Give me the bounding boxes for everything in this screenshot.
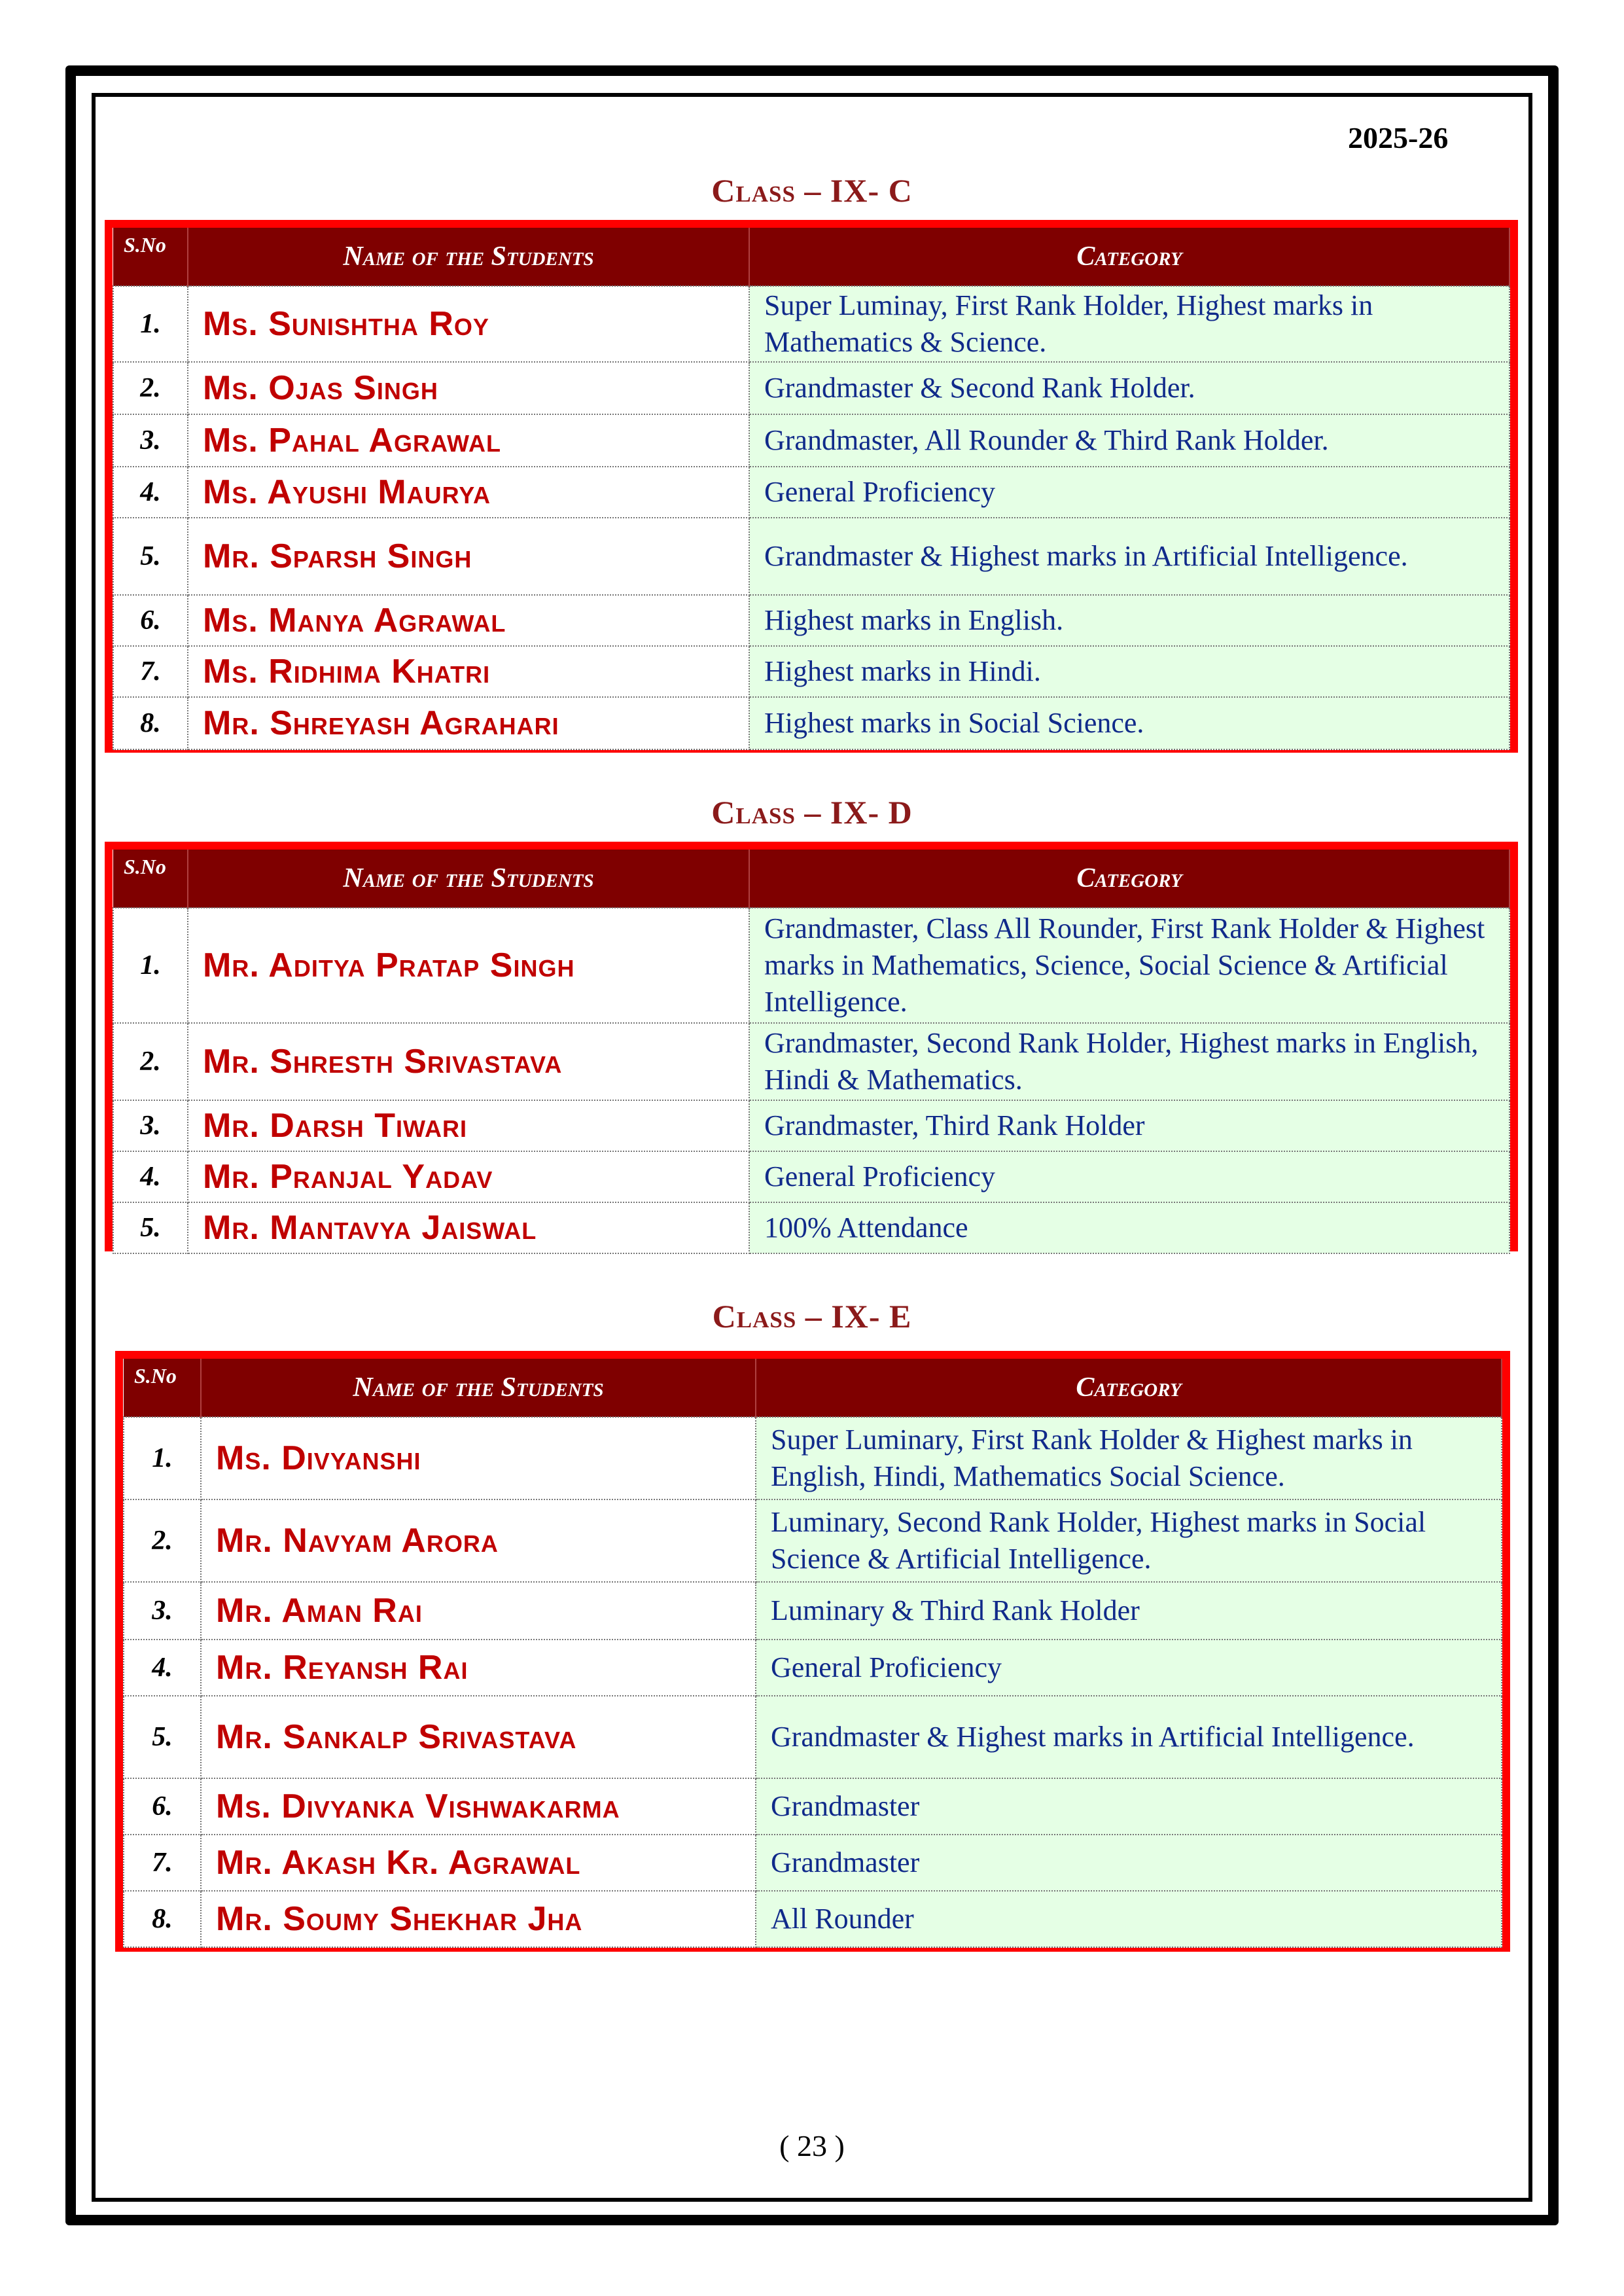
student-category: 100% Attendance xyxy=(749,1202,1509,1253)
header-name: Name of the Students xyxy=(188,228,749,286)
table-body xyxy=(124,1417,1502,1947)
table-ix-d xyxy=(105,842,1518,1251)
row-number: 5. xyxy=(113,1202,188,1253)
student-name: Ms. Manya Agrawal xyxy=(188,595,749,646)
student-category: Super Luminay, First Rank Holder, Highest marks in Mathematics & Science. xyxy=(749,286,1509,362)
student-name: Mr. Pranjal Yadav xyxy=(188,1151,749,1202)
row-number: 2. xyxy=(113,1023,188,1100)
row-number: 7. xyxy=(124,1835,201,1891)
table-row xyxy=(113,1151,1509,1202)
student-name: Ms. Ayushi Maurya xyxy=(188,467,749,518)
header-category: Category xyxy=(749,228,1509,286)
table-row xyxy=(113,595,1509,646)
student-category: Highest marks in English. xyxy=(749,595,1509,646)
student-category: Grandmaster, Class All Rounder, First Rank Holder & Highest marks in Mathematics, Science, Social Science & Artificial Intelligence. xyxy=(749,908,1509,1023)
student-category: Highest marks in Social Science. xyxy=(749,697,1509,749)
row-number: 3. xyxy=(124,1582,201,1640)
table-row xyxy=(113,362,1509,414)
student-name: Mr. Reyansh Rai xyxy=(201,1640,756,1696)
header-sno: S.No xyxy=(113,850,188,908)
student-name: Mr. Shreyash Agrahari xyxy=(188,697,749,749)
row-number: 8. xyxy=(124,1891,201,1947)
table-row xyxy=(124,1696,1502,1778)
table-header-row xyxy=(113,850,1509,908)
student-name: Ms. Divyanshi xyxy=(201,1417,756,1499)
student-name: Ms. Sunishtha Roy xyxy=(188,286,749,362)
row-number: 4. xyxy=(113,1151,188,1202)
student-name: Mr. Navyam Arora xyxy=(201,1499,756,1582)
class-title-ix-e: Class – IX- E xyxy=(712,1298,912,1335)
student-category: General Proficiency xyxy=(749,467,1509,518)
student-name: Mr. Shresth Srivastava xyxy=(188,1023,749,1100)
table-row xyxy=(113,1100,1509,1151)
row-number: 5. xyxy=(113,518,188,595)
table-row xyxy=(124,1582,1502,1640)
row-number: 1. xyxy=(113,908,188,1023)
row-number: 1. xyxy=(124,1417,201,1499)
class-title-ix-d: Class – IX- D xyxy=(711,794,913,831)
student-category: Grandmaster, Second Rank Holder, Highest marks in English, Hindi & Mathematics. xyxy=(749,1023,1509,1100)
table-header-row xyxy=(113,228,1509,286)
student-category: Grandmaster, All Rounder & Third Rank Holder. xyxy=(749,414,1509,467)
table-row xyxy=(124,1499,1502,1582)
header-sno: S.No xyxy=(124,1359,201,1417)
table-ix-e xyxy=(115,1351,1510,1952)
student-category: Grandmaster xyxy=(756,1835,1502,1891)
header-sno: S.No xyxy=(113,228,188,286)
table-row xyxy=(113,1202,1509,1253)
row-number: 8. xyxy=(113,697,188,749)
table-row xyxy=(113,908,1509,1023)
header-category: Category xyxy=(756,1359,1502,1417)
row-number: 3. xyxy=(113,414,188,467)
table-row xyxy=(124,1891,1502,1947)
student-name: Ms. Ridhima Khatri xyxy=(188,646,749,697)
student-name: Ms. Pahal Agrawal xyxy=(188,414,749,467)
table-row xyxy=(113,1023,1509,1100)
table-row xyxy=(124,1640,1502,1696)
table-row xyxy=(113,646,1509,697)
table-row xyxy=(124,1417,1502,1499)
student-category: Highest marks in Hindi. xyxy=(749,646,1509,697)
table-row xyxy=(113,414,1509,467)
row-number: 2. xyxy=(113,362,188,414)
row-number: 7. xyxy=(113,646,188,697)
row-number: 1. xyxy=(113,286,188,362)
row-number: 6. xyxy=(113,595,188,646)
table-row xyxy=(113,467,1509,518)
student-category: Luminary & Third Rank Holder xyxy=(756,1582,1502,1640)
row-number: 5. xyxy=(124,1696,201,1778)
header-name: Name of the Students xyxy=(201,1359,756,1417)
student-name: Mr. Akash Kr. Agrawal xyxy=(201,1835,756,1891)
student-category: Grandmaster & Second Rank Holder. xyxy=(749,362,1509,414)
student-name: Mr. Sankalp Srivastava xyxy=(201,1696,756,1778)
academic-year: 2025-26 xyxy=(1348,121,1449,154)
table-row xyxy=(113,697,1509,749)
table-body xyxy=(113,286,1509,749)
student-category: General Proficiency xyxy=(756,1640,1502,1696)
student-category: Grandmaster & Highest marks in Artificial Intelligence. xyxy=(749,518,1509,595)
student-category: Grandmaster & Highest marks in Artificial Intelligence. xyxy=(756,1696,1502,1778)
table-row xyxy=(124,1778,1502,1835)
header-category: Category xyxy=(749,850,1509,908)
row-number: 3. xyxy=(113,1100,188,1151)
student-name: Ms. Divyanka Vishwakarma xyxy=(201,1778,756,1835)
student-name: Mr. Soumy Shekhar Jha xyxy=(201,1891,756,1947)
page-number: ( 23 ) xyxy=(779,2129,845,2162)
table-ix-c xyxy=(105,220,1518,753)
class-title-ix-c: Class – IX- C xyxy=(711,172,913,209)
table-row xyxy=(124,1835,1502,1891)
row-number: 4. xyxy=(113,467,188,518)
student-category: Super Luminary, First Rank Holder & Highest marks in English, Hindi, Mathematics Social Science. xyxy=(756,1417,1502,1499)
student-name: Mr. Aditya Pratap Singh xyxy=(188,908,749,1023)
student-name: Mr. Darsh Tiwari xyxy=(188,1100,749,1151)
header-name: Name of the Students xyxy=(188,850,749,908)
student-name: Mr. Sparsh Singh xyxy=(188,518,749,595)
student-category: Grandmaster xyxy=(756,1778,1502,1835)
student-name: Mr. Aman Rai xyxy=(201,1582,756,1640)
student-category: Grandmaster, Third Rank Holder xyxy=(749,1100,1509,1151)
student-category: Luminary, Second Rank Holder, Highest marks in Social Science & Artificial Intelligence. xyxy=(756,1499,1502,1582)
table-row xyxy=(113,518,1509,595)
row-number: 2. xyxy=(124,1499,201,1582)
row-number: 4. xyxy=(124,1640,201,1696)
student-category: General Proficiency xyxy=(749,1151,1509,1202)
table-header-row xyxy=(124,1359,1502,1417)
student-category: All Rounder xyxy=(756,1891,1502,1947)
student-name: Mr. Mantavya Jaiswal xyxy=(188,1202,749,1253)
row-number: 6. xyxy=(124,1778,201,1835)
table-body xyxy=(113,908,1509,1253)
student-name: Ms. Ojas Singh xyxy=(188,362,749,414)
table-row xyxy=(113,286,1509,362)
